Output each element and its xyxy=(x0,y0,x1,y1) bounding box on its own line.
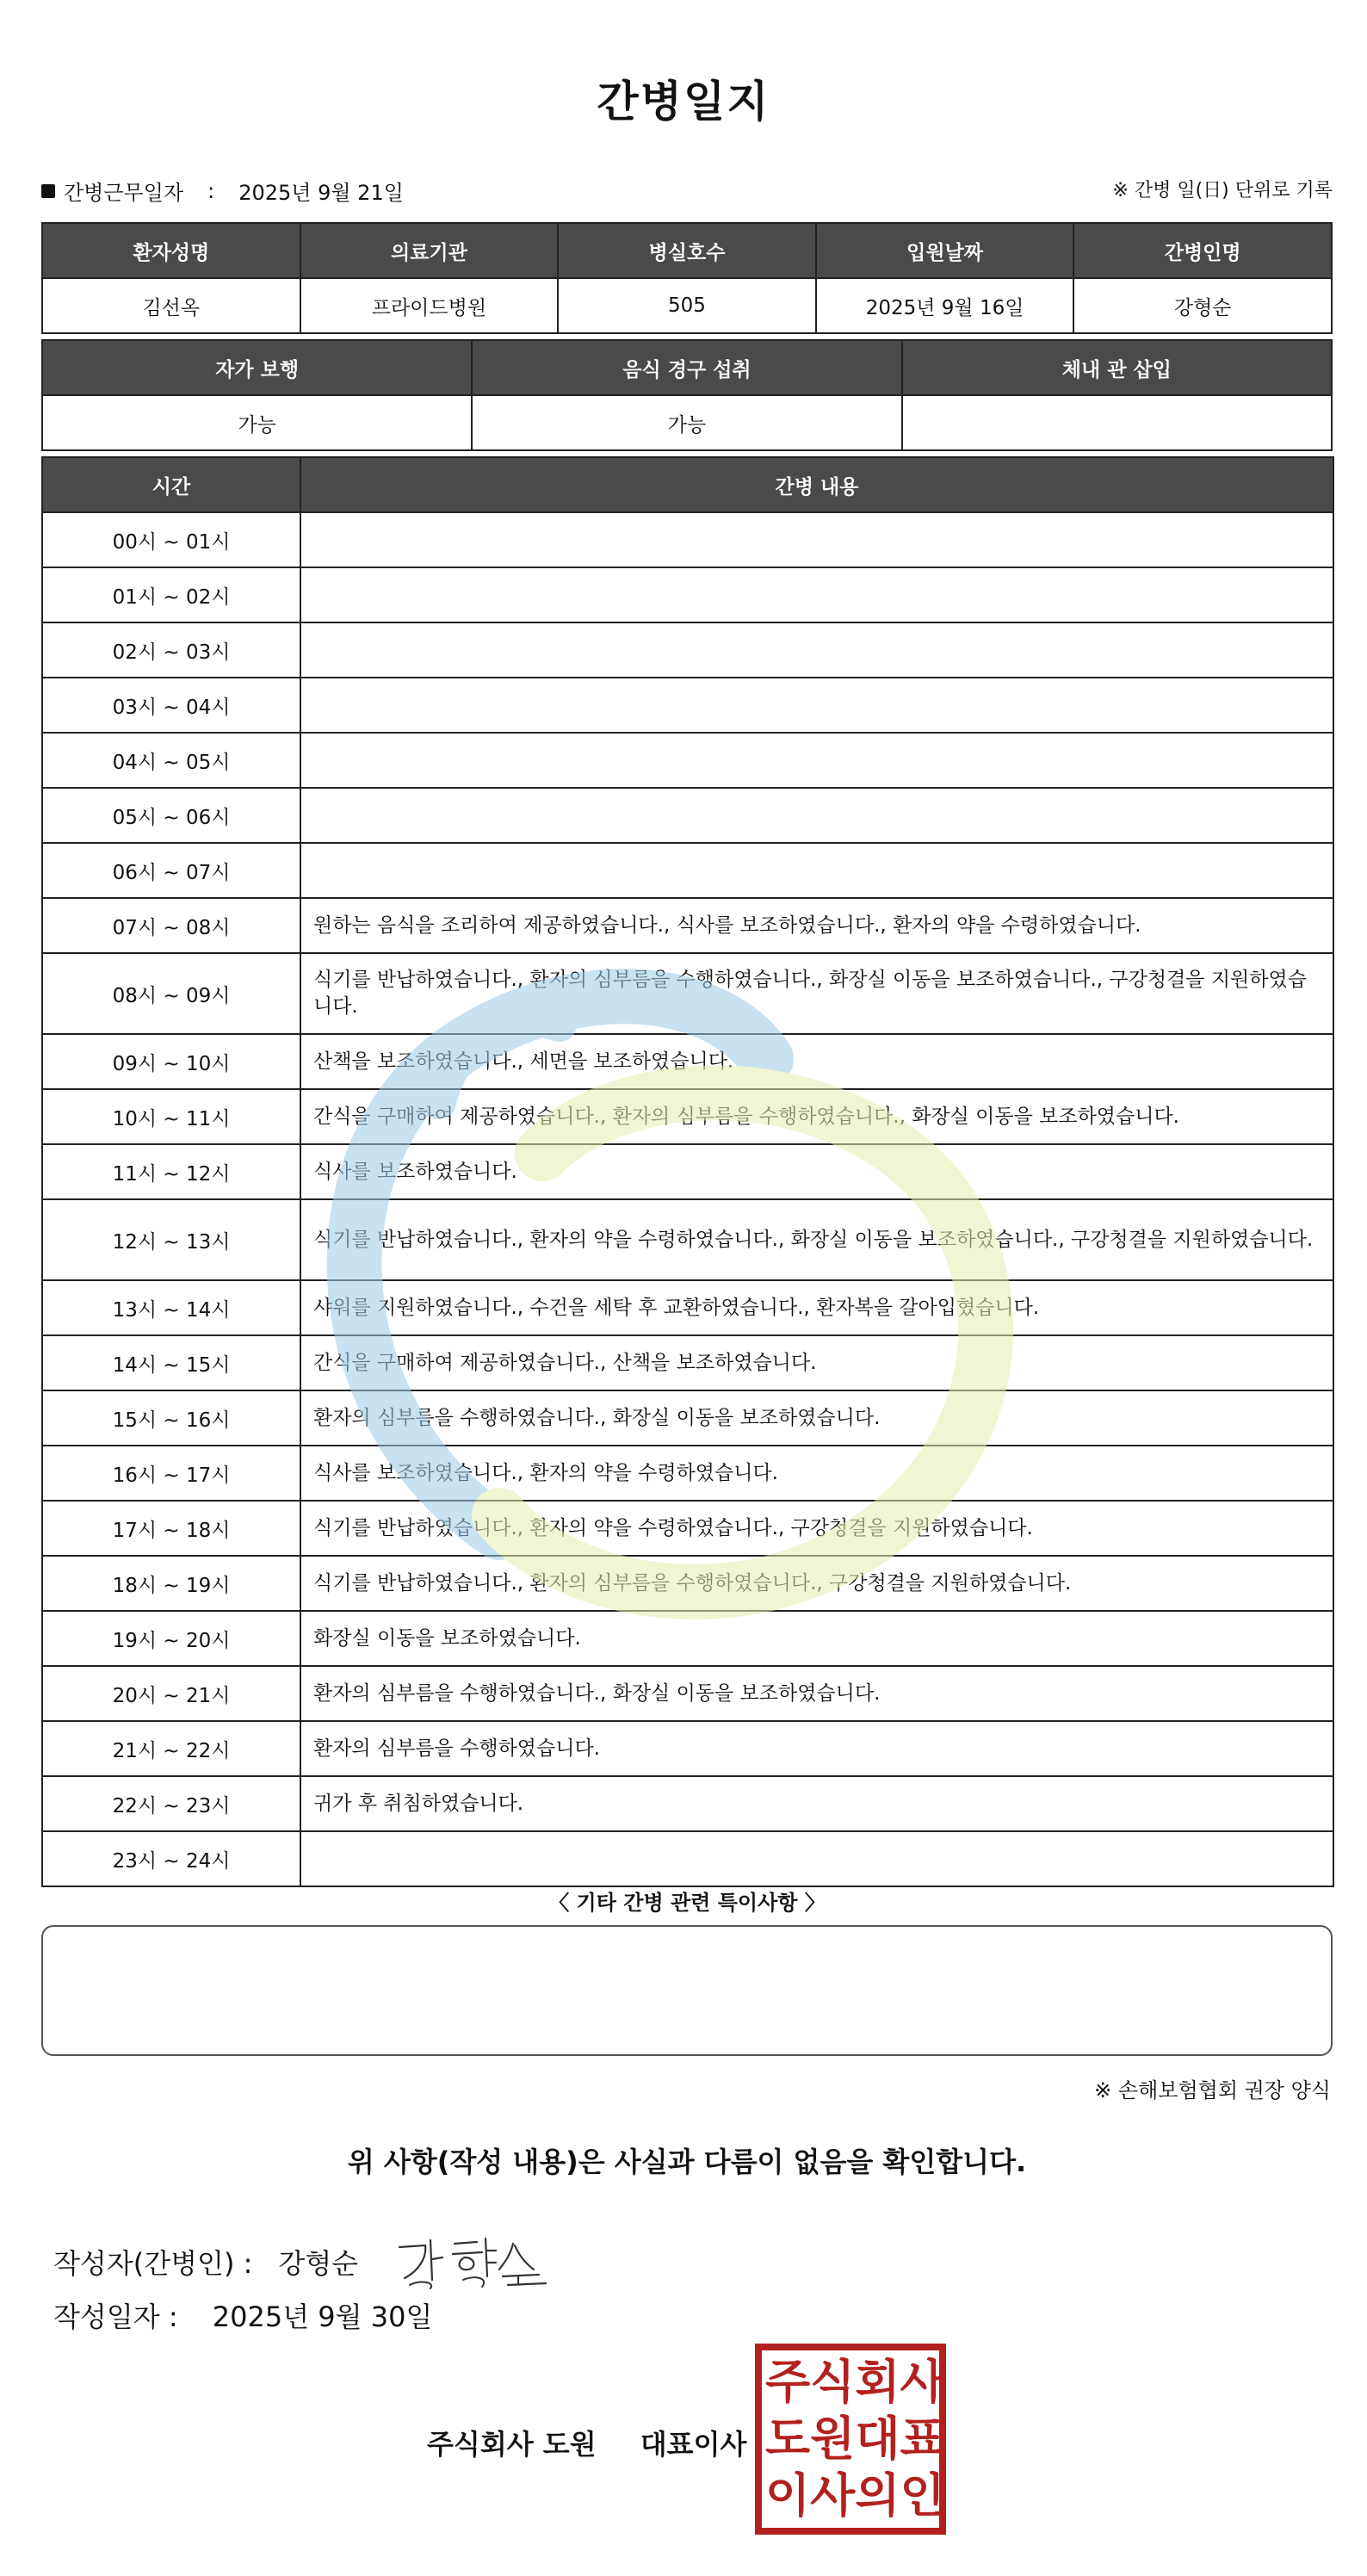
care-time-cell: 13시 ~ 14시 xyxy=(42,1280,300,1335)
care-log-row xyxy=(42,1280,1333,1335)
etc-notes-box xyxy=(41,1925,1333,2056)
company-seal-icon xyxy=(755,2344,946,2535)
care-content-cell: 식기를 반납하였습니다., 환자의 약을 수령하였습니다., 구강청결을 지원하였습니다. xyxy=(300,1501,1333,1556)
seal-character: 사 xyxy=(900,2355,945,2409)
care-content-cell: 식기를 반납하였습니다., 환자의 심부름을 수행하였습니다., 화장실 이동을 보조하였습니다., 구강청결을 지원하였습니다. xyxy=(300,953,1333,1034)
seal-character: 원 xyxy=(810,2412,856,2466)
header-self-walking: 자가 보행 xyxy=(42,340,472,395)
care-content-cell xyxy=(300,1831,1333,1886)
seal-character: 의 xyxy=(855,2468,900,2523)
confirmation-statement: 위 사항(작성 내용)은 사실과 다름이 없음을 확인합니다. xyxy=(347,2146,1027,2178)
oral-intake-value: 가능 xyxy=(472,395,901,450)
header-admission-date: 입원날짜 xyxy=(816,223,1074,278)
care-content-cell: 식기를 반납하였습니다., 환자의 심부름을 수행하였습니다., 구강청결을 지원하였습니다. xyxy=(300,1556,1333,1611)
seal-character: 회 xyxy=(855,2355,900,2409)
care-content-cell: 환자의 심부름을 수행하였습니다., 화장실 이동을 보조하였습니다. xyxy=(300,1390,1333,1446)
care-log-row xyxy=(42,1144,1333,1199)
etc-section-title: 〈 기타 간병 관련 특이사항 〉 xyxy=(548,1891,826,1915)
care-content-cell: 샤워를 지원하였습니다., 수건을 세탁 후 교환하였습니다., 환자복을 갈아입혔습니다. xyxy=(300,1280,1333,1335)
care-time-cell: 18시 ~ 19시 xyxy=(42,1556,300,1611)
company-signoff xyxy=(427,2423,746,2462)
care-time-cell: 20시 ~ 21시 xyxy=(42,1666,300,1721)
care-content-cell: 귀가 후 취침하였습니다. xyxy=(300,1776,1333,1831)
patient-info-value-row xyxy=(42,278,1332,333)
care-time-cell: 22시 ~ 23시 xyxy=(42,1776,300,1831)
caregiver-name: 강형순 xyxy=(1073,278,1332,333)
author-row xyxy=(53,2232,556,2292)
patient-info-header-row xyxy=(42,223,1332,278)
care-log-row xyxy=(42,622,1333,678)
care-time-cell: 06시 ~ 07시 xyxy=(42,843,300,898)
care-time-cell: 05시 ~ 06시 xyxy=(42,788,300,843)
ability-table xyxy=(41,339,1333,451)
care-time-cell: 12시 ~ 13시 xyxy=(42,1199,300,1280)
care-content-cell: 화장실 이동을 보조하였습니다. xyxy=(300,1611,1333,1666)
care-content-cell xyxy=(300,622,1333,678)
care-time-cell: 00시 ~ 01시 xyxy=(42,512,300,567)
care-time-cell: 03시 ~ 04시 xyxy=(42,678,300,733)
header-hospital: 의료기관 xyxy=(300,223,559,278)
care-log-row xyxy=(42,953,1333,1034)
care-content-cell: 식기를 반납하였습니다., 환자의 약을 수령하였습니다., 화장실 이동을 보조하였습니다., 구강청결을 지원하였습니다. xyxy=(300,1199,1333,1280)
header-caregiver: 간병인명 xyxy=(1073,223,1332,278)
care-content-cell xyxy=(300,678,1333,733)
care-log-table xyxy=(41,456,1334,1887)
care-log-row xyxy=(42,1556,1333,1611)
care-time-cell: 02시 ~ 03시 xyxy=(42,622,300,678)
seal-character: 사 xyxy=(810,2468,856,2523)
seal-character: 식 xyxy=(810,2355,856,2409)
ability-header-row xyxy=(42,340,1332,395)
care-content-cell: 환자의 심부름을 수행하였습니다., 화장실 이동을 보조하였습니다. xyxy=(300,1666,1333,1721)
care-content-cell xyxy=(300,567,1333,622)
care-time-cell: 23시 ~ 24시 xyxy=(42,1831,300,1886)
care-time-cell: 16시 ~ 17시 xyxy=(42,1446,300,1501)
room-number: 505 xyxy=(558,278,816,333)
patient-name: 김선옥 xyxy=(42,278,300,333)
company-name: 주식회사 도원 xyxy=(427,2428,597,2461)
patient-info-table xyxy=(41,222,1333,334)
care-log-row xyxy=(42,898,1333,953)
care-log-row xyxy=(42,1199,1333,1280)
written-date-row xyxy=(53,2295,432,2335)
care-log-header-row xyxy=(42,457,1333,512)
care-log-row xyxy=(42,1611,1333,1666)
square-bullet-icon xyxy=(41,184,55,198)
care-time-cell: 17시 ~ 18시 xyxy=(42,1501,300,1556)
care-time-cell: 09시 ~ 10시 xyxy=(42,1034,300,1089)
header-time: 시간 xyxy=(42,457,300,512)
care-log-row xyxy=(42,678,1333,733)
care-content-cell: 식사를 보조하였습니다., 환자의 약을 수령하였습니다. xyxy=(300,1446,1333,1501)
care-time-cell: 01시 ~ 02시 xyxy=(42,567,300,622)
work-date xyxy=(41,176,404,206)
care-log-row xyxy=(42,1446,1333,1501)
care-log-row xyxy=(42,1721,1333,1776)
care-log-row xyxy=(42,1776,1333,1831)
care-time-cell: 21시 ~ 22시 xyxy=(42,1721,300,1776)
work-date-value: 2025년 9월 21일 xyxy=(238,181,404,205)
care-content-cell xyxy=(300,843,1333,898)
care-log-row xyxy=(42,1390,1333,1446)
handwritten-signature-icon xyxy=(393,2232,556,2292)
author-name: 강형순 xyxy=(278,2247,359,2280)
header-patient-name: 환자성명 xyxy=(42,223,300,278)
seal-character: 주 xyxy=(765,2355,811,2409)
tube-insertion-value xyxy=(902,395,1332,450)
admission-date: 2025년 9월 16일 xyxy=(816,278,1074,333)
care-log-row xyxy=(42,733,1333,788)
seal-character: 이 xyxy=(765,2468,811,2523)
care-content-cell: 산책을 보조하였습니다., 세면을 보조하였습니다. xyxy=(300,1034,1333,1089)
care-log-row xyxy=(42,788,1333,843)
recommend-note: ※ 손해보험협회 권장 양식 xyxy=(1094,2078,1331,2102)
ability-value-row xyxy=(42,395,1332,450)
header-room: 병실호수 xyxy=(558,223,816,278)
care-log-row xyxy=(42,1335,1333,1390)
care-content-cell xyxy=(300,512,1333,567)
care-content-cell xyxy=(300,788,1333,843)
care-content-cell: 식사를 보조하였습니다. xyxy=(300,1144,1333,1199)
care-log-row xyxy=(42,512,1333,567)
care-time-cell: 07시 ~ 08시 xyxy=(42,898,300,953)
self-walking-value: 가능 xyxy=(42,395,472,450)
hospital-name: 프라이드병원 xyxy=(300,278,559,333)
care-log-row xyxy=(42,1831,1333,1886)
seal-character: 도 xyxy=(765,2412,811,2466)
care-log-row xyxy=(42,567,1333,622)
seal-character: 대 xyxy=(855,2412,900,2466)
care-time-cell: 10시 ~ 11시 xyxy=(42,1089,300,1144)
written-date-value: 2025년 9월 30일 xyxy=(212,2300,433,2333)
care-time-cell: 08시 ~ 09시 xyxy=(42,953,300,1034)
care-log-row xyxy=(42,843,1333,898)
care-time-cell: 19시 ~ 20시 xyxy=(42,1611,300,1666)
care-time-cell: 15시 ~ 16시 xyxy=(42,1390,300,1446)
unit-note: ※ 간병 일(日) 단위로 기록 xyxy=(1112,180,1333,201)
seal-character: 표 xyxy=(900,2412,945,2466)
care-content-cell: 환자의 심부름을 수행하였습니다. xyxy=(300,1721,1333,1776)
care-content-cell: 간식을 구매하여 제공하였습니다., 환자의 심부름을 수행하였습니다., 화장실 이동을 보조하였습니다. xyxy=(300,1089,1333,1144)
work-date-separator: : xyxy=(207,178,215,203)
written-date-label: 작성일자 : xyxy=(53,2300,178,2333)
care-log-row xyxy=(42,1501,1333,1556)
care-time-cell: 04시 ~ 05시 xyxy=(42,733,300,788)
care-log-row xyxy=(42,1034,1333,1089)
care-content-cell: 원하는 음식을 조리하여 제공하였습니다., 식사를 보조하였습니다., 환자의 약을 수령하였습니다. xyxy=(300,898,1333,953)
header-care-content: 간병 내용 xyxy=(300,457,1333,512)
care-content-cell xyxy=(300,733,1333,788)
company-role: 대표이사 xyxy=(640,2428,747,2461)
header-tube-insertion: 체내 관 삽입 xyxy=(902,340,1332,395)
care-log-row xyxy=(42,1666,1333,1721)
seal-character: 인 xyxy=(900,2468,945,2523)
care-time-cell: 14시 ~ 15시 xyxy=(42,1335,300,1390)
document-title: 간병일지 xyxy=(597,77,770,127)
work-date-row xyxy=(41,176,1333,210)
care-content-cell: 간식을 구매하여 제공하였습니다., 산책을 보조하였습니다. xyxy=(300,1335,1333,1390)
author-label: 작성자(간병인) : xyxy=(53,2247,253,2280)
care-time-cell: 11시 ~ 12시 xyxy=(42,1144,300,1199)
header-oral-intake: 음식 경구 섭취 xyxy=(472,340,901,395)
care-log-row xyxy=(42,1089,1333,1144)
work-date-label: 간병근무일자 xyxy=(64,181,184,205)
